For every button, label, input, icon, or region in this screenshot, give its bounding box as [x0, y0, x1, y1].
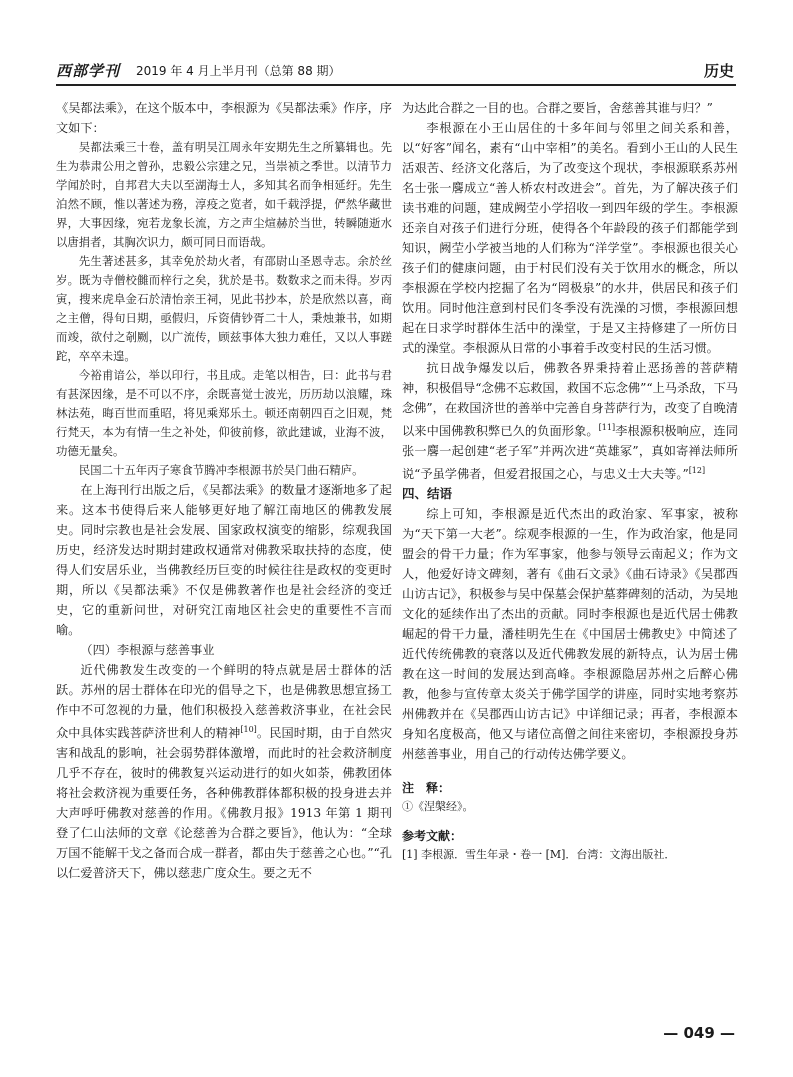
citation-ref[interactable]: [12] [688, 466, 706, 476]
preface-quote-3: 今裕甫谙公，举以印行，书且成。走笔以相告，曰：此书与君有甚深因缘，是不可以不序，余既喜觉士波光，历历劫以浪耀，珠林法苑，晦百世而重昭，将见乘郑乐土。顿还南朝四百之旧观，梵行梵天，本为有情一生之补处，仰彼前修，欲此建诚，业海不波，功德无量矣。 [56, 368, 392, 458]
body-paragraph: 李根源在小王山居住的十多年间与邻里之间关系和善，以“好客”闻名，素有“山中宰相”的美名。看到小王山的人民生活艰苦、经济文化落后，为了改变这个现状，李根源联系苏州名士张一麐成立“善人桥农村改进会”。首先，为了解决孩子们读书难的问题，建成阙茔小学招收一到四年级的学生。李根源还亲自对孩子们进行分班，使得各个年龄段的孩子们都能学到知识，阙茔小学被当地的人们称为“洋学堂”。李根源也很关心孩子们的健康问题，由于村民们没有关于饮用水的概念，所以李根源在学校内挖掘了名为“罔极泉”的水井，供居民和孩子们饮用。同时他注意到村民们冬季没有洗澡的习惯，李根源回想起在日求学时群体生活中的澡堂，于是又主持修建了一所仿日式的澡堂。李根源从日常的小事着手改变村民的生活习惯。 [402, 121, 738, 355]
body-paragraph: 在上海刊行出版之后，《吴都法乘》的数量才逐渐地多了起来。这本书使得后来人能够更好地了解江南地区的佛教发展史。同时宗教也是社会发展、国家政权演变的缩影，综观我国历史，经济发达时期封建政权通常对佛教采取扶持的态度，使得人们安居乐业，当佛教经历巨变的时候往往是政权的变更时期，所以《吴都法乘》不仅是佛教著作也是社会经济的变迁史，它的重新问世，对研究江南地区社会史的重要性不言而喻。 [56, 483, 392, 637]
notes-label: 注 释： [402, 781, 451, 796]
preface-quote-2: 先生著述甚多，其幸免於劫火者，有邵尉山圣恩寺志。余於丝岁。既为寺僧校雠而梓行之矣，犹於是书。数数求之而未得。岁丙寅，搜来虎阜金石於清怡亲王祠，见此书抄本，於是欣然以喜，商之主僧，得旬日期，亟假归，斥资倩钞胥二十人，秉烛兼书，如期而竣，欲付之剞劂，以广流传，顾兹事体大独力难任，又以人事蹉跎，卒卒未遑。 [56, 254, 392, 363]
page-number: — 049 — [663, 1024, 735, 1042]
body-paragraph: 为达此合群之一目的也。合群之要旨，舍慈善其谁与归？” [402, 101, 713, 115]
left-column [56, 98, 392, 883]
preface-signature: 民国二十五年丙子寒食节腾冲李根源书於吴门曲石精庐。 [78, 463, 364, 477]
body-paragraph: 综上可知，李根源是近代杰出的政治家、军事家，被称为“天下第一大老”。综观李根源的一生，作为政治家，他是同盟会的骨干力量；作为军事家，他参与领导云南起义；作为文人，他爱好诗文碑刻，著有《曲石文录》《曲石诗录》《吴郡西山访古记》，积极参与吴中保墓会保护墓葬碑刻的活动，为吴地文化的延续作出了杰出的贡献。同时李根源也是近代居士佛教崛起的骨干力量，潘桂明先生在《中国居士佛教史》中简述了近代传统佛教的衰落以及近代佛教发展的新特点，认为居士佛教在这一时间的发展达到高峰。李根源隐居苏州之后醉心佛教，他参与宣传章太炎关于佛学国学的讲座，同时实地考察苏州佛教并在《吴郡西山访古记》中详细记录；再者，李根源本身知名度极高，他又与诸位高僧之间往来密切，李根源投身苏州慈善事业，用自己的行动传达佛学要义。 [402, 507, 738, 762]
body-paragraph: 抗日战争爆发以后，佛教各界秉持着止恶扬善的菩萨精神，积极倡导“念佛不忘救国，救国不忘念佛”“上马杀敌，下马念佛”，在救国济世的善举中完善自身菩萨行为，改变了自晚清以来中国佛教积弊已久的负面形象。[11]李根源积极响应，连同张一麐一起创建“老子军”并两次进“英雄冢”，真如寄禅法师所说“予虽学佛者，但爱君报国之心，与忠义士大夫等。”[12] [402, 361, 739, 482]
intro-paragraph: 《吴都法乘》，在这个版本中，李根源为《吴都法乘》作序，序文如下： [56, 101, 392, 135]
body-paragraph: 近代佛教发生改变的一个鲜明的特点就是居士群体的活跃。苏州的居士群体在印光的倡导之下，也是佛教思想宣扬工作中不可忽视的力量，他们积极投入慈善救济事业，在社会民众中具体实践菩萨济世利人的精神[10]。民国时期，由于自然灾害和战乱的影响，社会弱势群体激增，而此时的社会救济制度几乎不存在，彼时的佛教复兴运动进行的如火如荼，佛教团体将社会救济视为重要任务，各种佛教群体都积极的投身进去并大声呼吁佛教对慈善的作用。《佛教月报》1913 年第 1 期刊登了仁山法师的文章《论慈善为合群之要旨》，他认为：“全球万国不能解干戈之备而合成一群者，都由失于慈善之心也。”“孔以仁爱普济天下，佛以慈悲广度众生。要之无不 [56, 663, 393, 881]
journal-logo: 西部学刊 [56, 62, 121, 80]
section-title: 历史 [703, 62, 734, 80]
citation-ref[interactable]: [10] [240, 725, 257, 734]
references-label: 参考文献： [402, 829, 463, 844]
note-item: ①《涅槃经》。 [402, 800, 474, 814]
subsection-heading: （四）李根源与慈善事业 [80, 643, 215, 657]
citation-ref[interactable]: [11] [598, 423, 616, 432]
issue-info: 2019 年 4 月上半月刊（总第 88 期） [136, 64, 341, 78]
right-column [402, 98, 738, 864]
conclusion-heading: 四、结语 [402, 486, 453, 502]
preface-quote-1: 吴都法乘三十卷，盖有明吴江周永年安期先生之所纂辑也。先生为恭肃公用之曾孙，忠毅公宗建之兄，当崇祯之季世。以清节力学闻於时，自邦君大夫以至湖海士人，多知其名而争相延纡。先生泊然不顾，惟以著述为務，淳疫之览者，如千载浮提，俨然华藏世界，大事因缘，宛若龙象长流，方之声尘煊赫於当世，转瞬随逝水以唐捐者，其胸次识力，颇可同日而语哉。 [56, 140, 392, 249]
page-header [56, 58, 736, 86]
reference-item: [1] 李根源．雪生年录・卷一 [M]．台湾：文海出版社． [402, 848, 676, 862]
